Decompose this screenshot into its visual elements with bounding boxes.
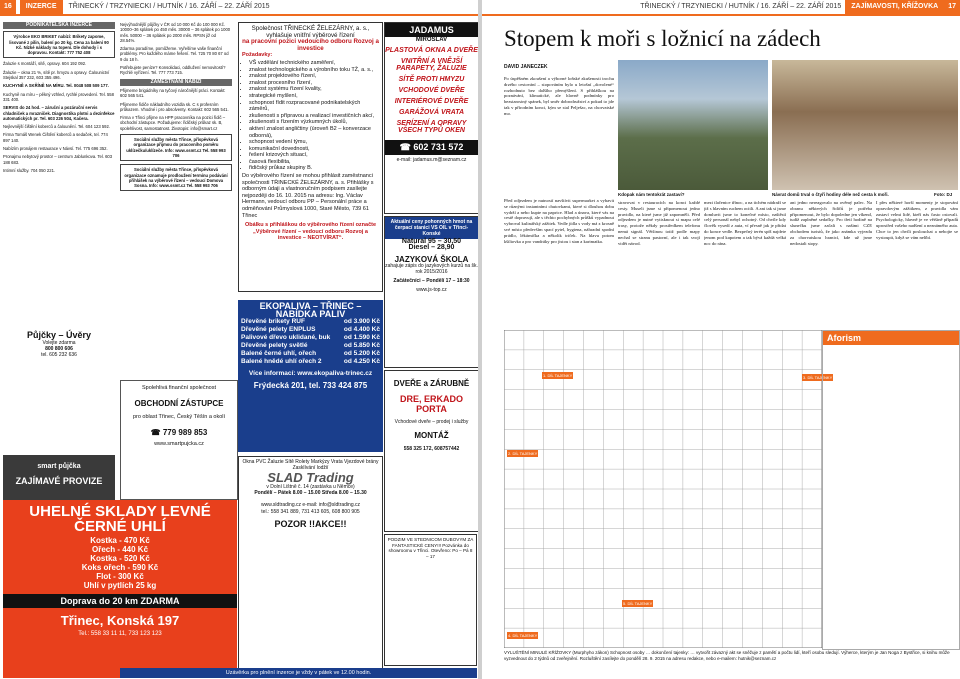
jadamus-service: GARÁŽOVÁ VRATA (398, 109, 465, 116)
article-column: stravovat v restauracích na konci každé cesty. Museli jsme si připomenout jedno pravidlo, na které jsme již zapomněli. Před odjezdem je nutné vytisknout si mapu celé trasy, protože někdy prostředkem telefonu nemá signál. Většinou totiž podle mapy nechal se stranu pastorní, ale i tak svojí vidět návod. (618, 200, 700, 246)
pujcky-title: Půjčky – Úvěry (26, 330, 92, 340)
article-column: mezi tlačenice třínoc, a na tichém nádraží se již s hlavním ruchem ocitli. A ani tak si jsme domluvit jsme to konečné místo, naštěstí celý personál nebyl ochotný. Od chvíle kdy člověk vysedí z auta, ví přesně jak je přidat do konce vedle. Bezpečný terén spíš najdete jenom pod kapotem a tak bývá každá velká noc do rána. (704, 200, 786, 246)
page-number: 17 (944, 0, 960, 14)
fuel-line: Diesel – 28,90 (408, 244, 455, 251)
jadamus-service: SERÍZENÍ A OPRAVY VŠECH TYPŮ OKEN (396, 120, 467, 134)
article-title: Stopem k moři s ložnicí na zádech (504, 26, 821, 51)
dvere-zarubne-ad (384, 370, 478, 532)
article-author: DAVID JANECZEK (504, 64, 548, 70)
sld-hours: Pondělí – Pátek 8.00 – 15.00 Středa 8.00 – 15.30 (254, 490, 367, 497)
obch-title: OBCHODNÍ ZÁSTUPCE (134, 399, 224, 408)
section-label: ZAJÍMAVOSTI, KŘÍŽOVKA (845, 0, 944, 14)
pujcky-ad (3, 330, 115, 370)
crossword-label: 1. DÍL TAJENKY (543, 373, 573, 378)
aforism-box (822, 330, 960, 650)
header-title: TŘINECKÝ / TRZYNIECKI / HUTNÍK / 16. ZÁŘÍ – 22. ZÁŘÍ 2015 (640, 3, 842, 10)
left-header (0, 0, 478, 16)
requirement: • schopnost řídit rozpracované podnikatelských záměrů, (249, 100, 379, 113)
crossword-label: 3. DÍL TAJENKY (803, 375, 833, 380)
ekopal-row: Balené černé uhlí, ořech od 5.200 Kč (241, 350, 380, 357)
requirement: • komunikační dovednosti, (249, 146, 379, 153)
section-label: INZERCE (20, 0, 63, 14)
jobs-heading: ZAMĚSTNÁNÍ NABÍZÍ (120, 79, 232, 86)
jadamus-name: JADAMUS (385, 23, 478, 37)
dvere-head: DVEŘE a ZÁRUBNĚ (393, 379, 470, 388)
classifieds-heading: PODNIKATELSKÁ INZERCE (3, 22, 115, 29)
social-services-ad-2: Sociální služby města Třince, příspěvková organizace oznamuje prodloužení termínu podávání přihlášek na výběrové řízení – vedoucí Domova Sosna. Info: www.ssmt.cz Tel. 558 993 706 (120, 164, 232, 191)
social-services-ad-1: Sociální služby města Třince, příspěvková organizace přijmou do pracovního poměru uklízečku/uklízeče. Info: www.ssmt.cz Tel. 558 993 706 (120, 134, 232, 161)
requirement: • znalost procesního řízení, (249, 80, 379, 87)
aforism-title: Aforism (823, 331, 959, 345)
obch-company: Spolehlivá finanční společnost (142, 385, 216, 391)
job-requirements (242, 60, 379, 172)
requirement: • znalost technologického a výrobního toku TŽ, a. s., (249, 67, 379, 74)
classified-ad: Zdarma poradíme, pomůžeme. Vyřešíme vaše finanční problémy. Pro každého máme řešení. Tel. 725 70 80 67 od 9 do 18 h. (120, 46, 229, 62)
podzim-ad: PODZIM VE STEDNICOM DUBOVYM ZA FANTASTICKÉ CENY!!! Pozvánka do showroomu v Třinci. Otevřeno: Po – Pá 8 – 17 (384, 534, 477, 666)
requirement: • řešení krizových situací, (249, 152, 379, 159)
deadline-bar: Uzávěrka pro plnění inzerce je vždy v pátek ve 12.00 hodin. (120, 668, 477, 678)
job-footer: Obálku s přihláškou do výběrového řízení označte „Výběrové řízení – vedoucí odboru Rozvoj a investice – NEOTVÍRAT“. (244, 222, 377, 242)
classified-ad: Nejlevnější čištění koberců a čalounění. Tel. 604 123 592. (3, 124, 111, 130)
classifieds-column-2 (120, 22, 232, 362)
article-lead: Po úspěšném zkoušení a výborné loňské zkušenosti trochu drzého cestování – stopováním bylo u letošní „dovolené“ rozhodnuto bez dalšího přemýšlení. S přihláškou na poznávání, klimatické, ale hlavně podmínky pro bezstarostný spánek, byl směr dobrodružství a pokud to jde tak v přírodním konci, kým se stal Pelješac, na chorvatské mo. (504, 76, 614, 116)
classified-ad: Žaluzie s montáží, sítě, opravy. 604 192 092. (3, 61, 87, 67)
requirement: • VŠ vzdělání technického zaměření, (249, 60, 379, 67)
classified-ad: Firma v Třinci přijme na HPP pracovníka na pozici řidič – obchodní zástupce. Požadujeme: řidičský průkaz sk. B, spolehlivost, samostatnost. Životopis: info@smart.cz (120, 115, 226, 131)
fuel-title: Aktuální ceny pohonných hmot na čerpací stanici VS OIL v Třinci-Konské (385, 217, 478, 239)
uhelne-sklady-ad (3, 500, 237, 678)
ekopal-web: Více informací: www.ekopaliva-trinec.cz (248, 370, 373, 377)
classified-ad: Potřebujete peníze? Konsolidaci, oddlužení nemovitostí? Rychlé vyřízení. Tel. 777 773 715. (120, 65, 226, 76)
ekopaliva-ad (238, 300, 383, 452)
jazyk-start: Začátečníci – Pondělí 17 – 18:30 (393, 278, 470, 284)
article-column: I přes některé horší momenty je stopování opravdovým zážitkem, z pravidla vám zastaví velmi lidé, kteří nás často ostovali. Psychologicky, hlavně je ve většině případů uprostřed vašeho nadšení a neznámého auta. Chce to jen chvíli poslouchat a nebojte se vystoupit, když se vám nelíbí. (876, 200, 958, 240)
jadamus-service: SÍTĚ PROTI HMYZU (398, 76, 465, 83)
requirement: • schopnost vedení týmu, (249, 139, 379, 146)
jadamus-sub: MIROSLAV (415, 37, 448, 43)
job-requirements-title: Požadavky: (242, 52, 273, 59)
ekopal-row: Dřevěné pelety ENPLUS od 4.400 Kč (241, 326, 380, 333)
fuel-line: Natural 95 – 30,50 (401, 238, 462, 245)
fuel-and-language-ads (384, 216, 478, 368)
photo-caption-right: Návrat domů trval o čtyři hodiny déle než cesta k moři. (772, 192, 889, 197)
crossword-solution-note: VYLUŠTĚNÍ MINULÉ KŘÍŽOVKY (Murphyho zákon) Schopnost osoby … dokončení tajenky: … vytvořit závazný akt se sněžuje z pamětí a počtu lidí, kteří osobu sledují. Výherce, kterým je Jan Noga z Bystřice, si knihu může vyzvednout do 2 týdnů od zveřejnění. Rozluštění zasílejte do pondělí 28. 9. 2015 na adresu redakce, nebo e-mailem: hutnik@seznam.cz (504, 650, 950, 661)
classifieds-column-1 (3, 22, 115, 462)
obch-phone: ☎ 779 989 853 (150, 428, 208, 437)
classified-ad: Přijmeme řidiče nákladního vozidla sk. C s profesním průkazem. Vhodné i pro absolventy. Kontakt: 602 565 541. (120, 101, 229, 112)
obch-web: www.smartpujcka.cz (154, 441, 204, 447)
uhli-band: Doprava do 20 km ZDARMA (3, 594, 237, 608)
article-column: ani jedno nereagovalo na ověmý palec. Na obranu některých řidičů je potřeba připomenout, že bylo dopoledne jen víkend, tudíž zaplněné sedačky. Pro třetí hodině na slunečku jsme začali s našimi CZE obchodem turistů, že jako známka vyjezdu za chorvatskou hranicí, kde už jsme nedostali stopy. (790, 200, 872, 246)
jadamus-service: VCHODOVÉ DVEŘE (398, 87, 465, 94)
ekopal-row: Dřevěné pelety světlé od 5.850 Kč (241, 342, 380, 349)
article-column: Před odjezdem je nutností navštívit supermarket a vybavit se různými instantními chutovkami, které si dlouhou dobu vydrží a nebo kupte na paprice. Hlad a únava, které vás na cestě dopravují, ale s těchto pochybných průšků vypadnout vybroval kulinářský zážitek. Vedle jídla s vody má z krosně své místo především spací pytel, hygiena, náhradní spodní prádlo, lékárnička a několik triček. Na hlavu potom kšiltovka a pro vandráky pro jistou i stan a karimatka. (504, 198, 614, 244)
header-title: TŘINECKÝ / TRZYNIECKI / HUTNÍK / 16. ZÁŘÍ – 22. ZÁŘÍ 2015 (68, 3, 270, 10)
classified-ad: Nabízím pronájem restaurace v Návsí. Tel. 775 696 352. (3, 146, 108, 152)
classified-ad: Výrobce EKO BRIKET nabízí: Brikety zapome, lisované z pilin, balení po 20 kg. Cena za balení 90 Kč. Nízké náklady na topení. Dle dohody i s dopravou. Kontakt: 777 752 408 (3, 31, 115, 58)
dvere-tel: 558 325 172, 608757442 (403, 446, 460, 452)
jazyk-web: www.js-top.cz (416, 287, 447, 293)
uhli-price: Ořech - 440 Kč (91, 545, 149, 554)
uhli-price: Kostka - 470 Kč (90, 536, 150, 545)
classified-ad: Nejvýhodnější půjčky v ČR od 10 000 Kč do 100 000 Kč. 10000–36 splátek po 450 měs. 30000 – 36 splátek po 1000 měs. 50000 – 36 splátek po 2000 měs. RPSN již od 28.54%. (120, 22, 231, 43)
dvere-montaz: MONTÁŽ (414, 431, 449, 440)
uhli-head: UHELNÉ SKLADY LEVNÉ ČERNÉ UHLÍ (29, 503, 211, 535)
photo-caption-left: Kdopak nám tentokrát zastaví? (618, 192, 685, 197)
uhli-price: Kostka - 520 Kč (90, 554, 150, 563)
jadamus-service: INTERIÉROVÉ DVEŘE (394, 98, 469, 105)
classified-ad: SERVIS do 24 hod. – záruční a pozáruční servis chladniček a mrazniček. Diagnostika plotni a dezinfekce automatických pr. Tel. 603 226 504, Kačera. (3, 105, 115, 121)
classified-ad: Pronajmu nebytový prostor – centrum Jablunkova. Tel. 603 188 683. (3, 154, 113, 165)
obch-place: pro oblast Třinec, Český Těšín a okolí (132, 414, 226, 420)
crossword-label: 2. DÍL TAJENKY (508, 451, 538, 456)
sld-trading-ad (238, 456, 383, 678)
uhli-city: Třinec, Konská 197 (60, 613, 180, 628)
pujcky-phone-2: tel. 605 232 636 (41, 352, 77, 358)
ekopal-row: Palivové dřevo uklidané, buk od 1.590 Kč (241, 334, 380, 341)
job-ad-trinecke-zelezarny (238, 22, 383, 292)
requirement: • znalost systému řízení kvality, (249, 86, 379, 93)
ekopal-row: Balené hnědé uhlí ořech 2 od 4.250 Kč (241, 358, 380, 365)
smart-line: ZAJÍMAVÉ PROVIZE (15, 476, 103, 486)
requirement: • zkušenosti s přípravou a realizací investičních akcí, (249, 113, 379, 120)
ekopal-tel: Frýdecká 201, tel. 733 424 875 (253, 381, 368, 390)
jazyk-text: zahajuje zápis do jazykových kurzů na šk. rok 2015/2016 (385, 263, 478, 275)
classified-ad: Firma Tomáš Wenek Čištění koberců a sedaček, tel. 774 897 140. (3, 132, 108, 143)
ekopal-head: EKOPALIVA – TŘINEC – NABÍDKA PALIV (259, 301, 362, 319)
requirement: • zkušenosti s řízením výzkumných úkolů, (249, 119, 379, 126)
right-page (482, 0, 960, 679)
classified-ad: Přijmeme brigádníky na tyčový náročnější práci. Kontakt: 602 565 541. (120, 87, 226, 99)
requirement: • aktivní znalost angličtiny (úroveň B2 – konverzace odborná), (249, 126, 379, 139)
obchodni-zastupce-ad (120, 380, 238, 500)
sld-tel: tel.: 558 341 889, 731 413 605, 608 800 905 (261, 508, 360, 515)
requirement: • řidičský průkaz skupiny B. (249, 165, 379, 172)
classified-ad: Kuchyně na míru – pěkný vzhled, rychlé provedení. Tel. 558 331 400. (3, 91, 114, 102)
jadamus-service: PLASTOVÁ OKNA A DVEŘE (385, 47, 478, 54)
sld-web: www.sldtrading.cz e-mail: info@sldtrading.cz (260, 502, 360, 509)
jadamus-service: VNITŘNÍ A VNĚJŠÍ PARAPETY, ŽALUZIE (396, 58, 467, 72)
crossword-label: 4. DÍL TAJENKY (508, 633, 538, 638)
requirement: • časová flexibilita, (249, 159, 379, 166)
jadamus-phone: ☎ 602 731 572 (385, 140, 478, 155)
sld-place: v Dolní Lištně č. 14 (zastávka u Němce) (266, 483, 355, 490)
uhli-price: Flot - 300 Kč (96, 572, 144, 581)
jadamus-email: e-mail: jadamus.m@seznam.cz (396, 157, 467, 163)
uhli-tel: Tel.: 558 33 11 11, 733 123 123 (78, 631, 162, 637)
uhli-price: Uhlí v pytlích 25 kg (83, 581, 157, 590)
classified-ad: Žaluzie – okna 21 %, sítě pr. hmyzu a opravy. Čalounictví Stejskal 357 232, 603 355 496. (3, 69, 110, 81)
job-position: na pracovní pozici vedoucího odboru Rozvoj a investice (242, 38, 379, 52)
dvere-line: Vchodové dveře – prodej i služby (394, 419, 469, 425)
jazyk-title: JAZYKOVÁ ŠKOLA (394, 255, 469, 264)
sld-text: Okna PVC Žaluzie Sítě Rolety Markýzy Vrata Vjezdové brány Zasklívání lodžií (242, 459, 379, 472)
dvere-sub: DRE, ERKADO PORTA (399, 394, 463, 414)
photo-hitchhiker-sign (772, 60, 958, 190)
classified-ad: KUCHYNĚ A SKŘÍNĚ NA MÍRU. Tel. 0048 508 509 177. (3, 83, 109, 89)
sld-footer: POZOR !!AKCE!! (274, 519, 347, 530)
uhli-price: Koks ořech - 590 Kč (81, 563, 159, 572)
pujcky-phone: 800 800 606 (45, 346, 73, 352)
photo-credit: Foto: DJ (934, 192, 953, 197)
jadamus-ad (384, 22, 478, 214)
job-company: Společnost TŘINECKÉ ŽELEZÁRNY, a. s., vyhlašuje vnitřní výběrové řízení (251, 25, 370, 39)
job-closing: Do výběrového řízení se mohou přihlásit zaměstnanci společnosti TŘINECKÉ ŽELEZÁRNY, a. s. Přihlášky s odborným údaji a vlastnoručním podpisem zasílejte nejpozději do 16. 10. 2015 na adresu: Ing. Václav Hermann, vedoucí odboru PP – Personální práce a odměňování Průmyslová 1000, Staré Město, 739 61 Třinec (242, 173, 374, 219)
right-header (482, 0, 960, 16)
crossword-label: 5. DÍL TAJENKY (623, 601, 653, 606)
left-page (0, 0, 478, 679)
page-number: 16 (0, 0, 16, 14)
classified-ad: Intimní služby. 704 050 221. (3, 167, 56, 173)
sld-brand: SLAD Trading (267, 469, 354, 485)
requirement: • znalost projektového řízení, (249, 73, 379, 80)
photo-hitchhikers-road (618, 60, 768, 190)
pujcky-sub: Volejte zdarma (42, 340, 76, 346)
requirement: • strategické myšlení, (249, 93, 379, 100)
ekopal-row: Dřevěné brikety RUF od 3.900 Kč (241, 318, 380, 325)
smart-brand: smart půjčka (37, 463, 81, 470)
